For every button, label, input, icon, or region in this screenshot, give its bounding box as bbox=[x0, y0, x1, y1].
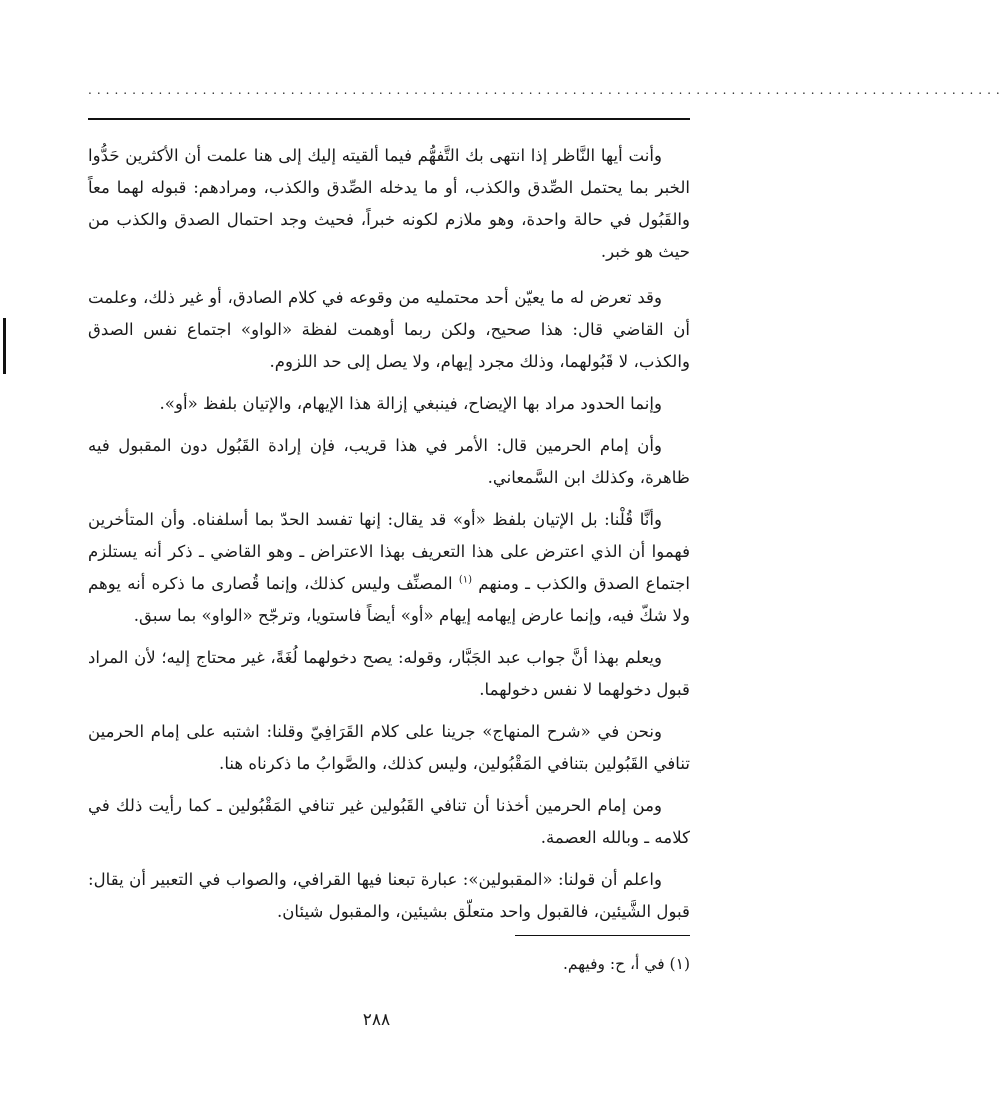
paragraph-part: وأنَّا قُلْنا: بل الإتيان بلفظ «أو» قد يقال: إنها تفسد الحدّ بما أسلفناه. وأن المتأخرين فهموا أن الذي اعترض على هذا التعريف بهذا الاعتراض ـ وهو القاضي ـ ذكر أنه يستلزم اجتماع الصدق والكذب ـ ومنهم bbox=[88, 510, 691, 593]
paragraph: ومن إمام الحرمين أخذنا أن تنافي القَبُولين غير تنافي المَقْبُولين ـ كما رأيت ذلك في كلامه ـ وبالله العصمة. bbox=[88, 796, 690, 847]
page-number: ٢٨٨ bbox=[362, 1010, 391, 1030]
margin-mark bbox=[3, 318, 6, 374]
footnote-text: في أ، ح: وفيهم. bbox=[563, 955, 665, 973]
paragraph: وقد تعرض له ما يعيّن أحد محتمليه من وقوعه في كلام الصادق، أو غير ذلك، وعلمت أن القاضي قال: هذا صحيح، ولكن ربما أوهمت لفظة «الواو» اجتماع نفس الصدق والكذب، لا قَبُولهما، وذلك مجرد إيهام، ولا يصل إلى حد اللزوم. bbox=[88, 288, 690, 371]
header-dotted-line: ........................................................................................................ bbox=[88, 83, 1005, 97]
paragraph-with-footnote bbox=[88, 504, 690, 632]
footnote-rule bbox=[515, 935, 690, 936]
paragraph: ويعلم بهذا أنَّ جواب عبد الجَبَّار، وقوله: يصح دخولهما لُغَةً، غير محتاج إليه؛ لأن المراد قبول دخولهما لا نفس دخولهما. bbox=[88, 648, 690, 699]
paragraph: واعلم أن قولنا: «المقبولين»: عبارة تبعنا فيها القرافي، والصواب في التعبير أن يقال: قبول الشَّيئين، فالقبول واحد متعلّق بشيئين، والمقبول شيئان. bbox=[88, 870, 690, 921]
footnote bbox=[88, 950, 690, 978]
body-text bbox=[88, 140, 690, 938]
paragraph: وأنت أيها النَّاظر إذا انتهى بك التَّفهُّم فيما ألقيته إليك إلى هنا علمت أن الأكثرين حَدُّوا الخبر بما يحتمل الصِّدق والكذب، أو ما يدخله الصِّدق والكذب، ومرادهم: قبوله لهما معاً والقَبُول في حالة واحدة، وهو ملازم لكونه خبراً، فحيث وجد احتمال الصدق والكذب من حيث هو خبر. bbox=[88, 146, 690, 261]
paragraph-part: المصنِّف وليس كذلك، وإنما قُصارى ما ذكره أنه يوهم ولا شكّ فيه، وإنما عارض إيهامه إيهام «أو» أيضاً فاستويا، وترجّح «الواو» بما سبق. bbox=[88, 574, 690, 625]
paragraph: وإنما الحدود مراد بها الإيضاح، فينبغي إزالة هذا الإيهام، والإتيان بلفظ «أو». bbox=[159, 394, 662, 413]
footnote-marker: (١) bbox=[669, 955, 690, 973]
footnote-reference: (١) bbox=[458, 574, 473, 586]
paragraph: ونحن في «شرح المنهاج» جرينا على كلام القَرَافِيّ وقلنا: اشتبه على إمام الحرمين تنافي القَبُولين بتنافي المَقْبُولين، وليس كذلك، والصَّوابُ ما ذكرناه هنا. bbox=[88, 722, 690, 773]
header-rule bbox=[88, 118, 690, 120]
paragraph: وأن إمام الحرمين قال: الأمر في هذا قريب، فإن إرادة القَبُول دون المقبول فيه ظاهرة، وكذلك ابن السَّمعاني. bbox=[88, 436, 690, 487]
